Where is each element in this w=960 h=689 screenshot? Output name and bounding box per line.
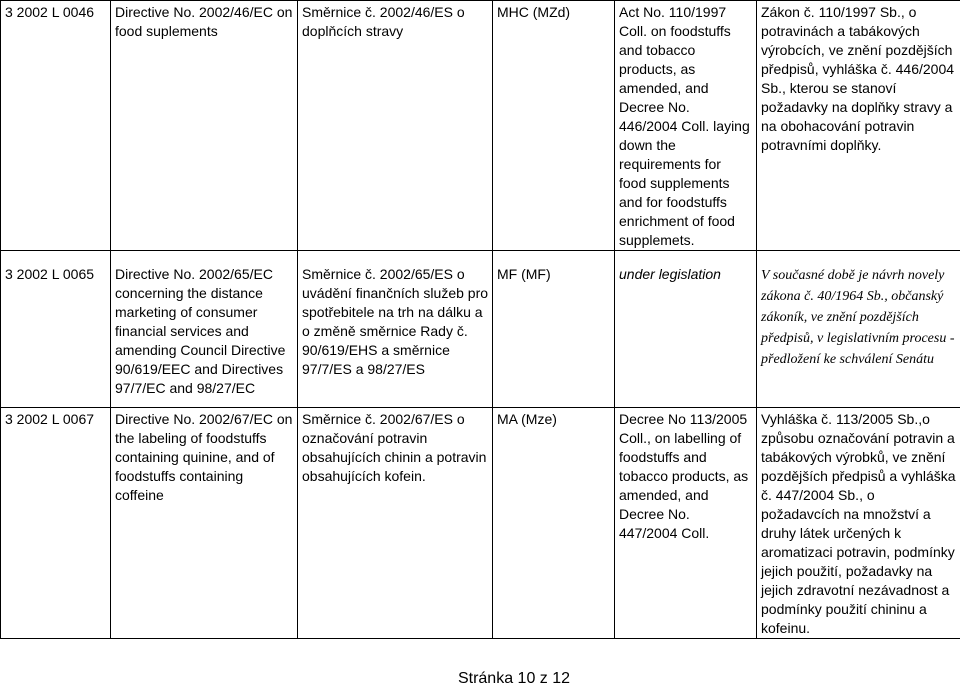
table-row [1,251,960,408]
directive-number-cell: 3 2002 L 0046 [1,1,111,251]
ministry-cell: MF (MF) [493,251,615,408]
legislation-english-cell: under legislation [615,251,757,408]
page-number-label: Stránka 10 z 12 [457,670,571,687]
directive-czech-cell: Směrnice č. 2002/46/ES o doplňcích stravy [298,1,493,251]
legislation-english-cell: Act No. 110/1997 Coll. on foodstuffs and tobacco products, as amended, and Decree No. 446/2004 Coll. laying down the requirements for food supplements and for foodstuffs enrichment of food supplemets. [615,1,757,251]
ministry-cell: MA (Mze) [493,408,615,639]
directive-english-cell: Directive No. 2002/65/EC concerning the distance marketing of consumer financial services and amending Council Directive 90/619/EEC and Directives 97/7/EC and 98/27/EC [111,251,298,408]
legislation-czech-cell: Zákon č. 110/1997 Sb., o potravinách a tabákových výrobcích, ve znění pozdějších předpisů, vyhláška č. 446/2004 Sb., kterou se stanoví požadavky na doplňky stravy a na obohacování potravin potravními doplňky. [757,1,960,251]
table-row [1,1,960,251]
directive-english-cell: Directive No. 2002/67/EC on the labeling of foodstuffs containing quinine, and of foodstuffs containing coffeine [111,408,298,639]
directive-number-cell: 3 2002 L 0065 [1,251,111,408]
legislation-czech-cell: Vyhláška č. 113/2005 Sb.,o způsobu označování potravin a tabákových výrobků, ve znění pozdějších předpisů a vyhláška č. 447/2004 Sb., o požadavcích na množství a druhy látek určených k aromatizaci potravin, podmínky jejich použití, požadavky na jejich zdravotní nezávadnost a podmínky použití chininu a kofeinu. [757,408,960,639]
legislation-english-cell: Decree No 113/2005 Coll., on labelling of foodstuffs and tobacco products, as amended, and Decree No. 447/2004 Coll. [615,408,757,639]
legislation-czech-cell: V současné době je návrh novely zákona č. 40/1964 Sb., občanský zákoník, ve znění pozdějších předpisů, v legislativním procesu - předložení ke schválení Senátu [757,251,960,408]
directive-czech-cell: Směrnice č. 2002/65/ES o uvádění finančních služeb pro spotřebitele na trh na dálku a o změně směrnice Rady č. 90/619/EHS a směrnice 97/7/ES a 98/27/ES [298,251,493,408]
table-row [1,408,960,639]
directive-czech-cell: Směrnice č. 2002/67/ES o označování potravin obsahujících chinin a potravin obsahujících kofein. [298,408,493,639]
directive-number-cell: 3 2002 L 0067 [1,408,111,639]
ministry-cell: MHC (MZd) [493,1,615,251]
directive-english-cell: Directive No. 2002/46/EC on food suplements [111,1,298,251]
page-footer [0,669,960,689]
